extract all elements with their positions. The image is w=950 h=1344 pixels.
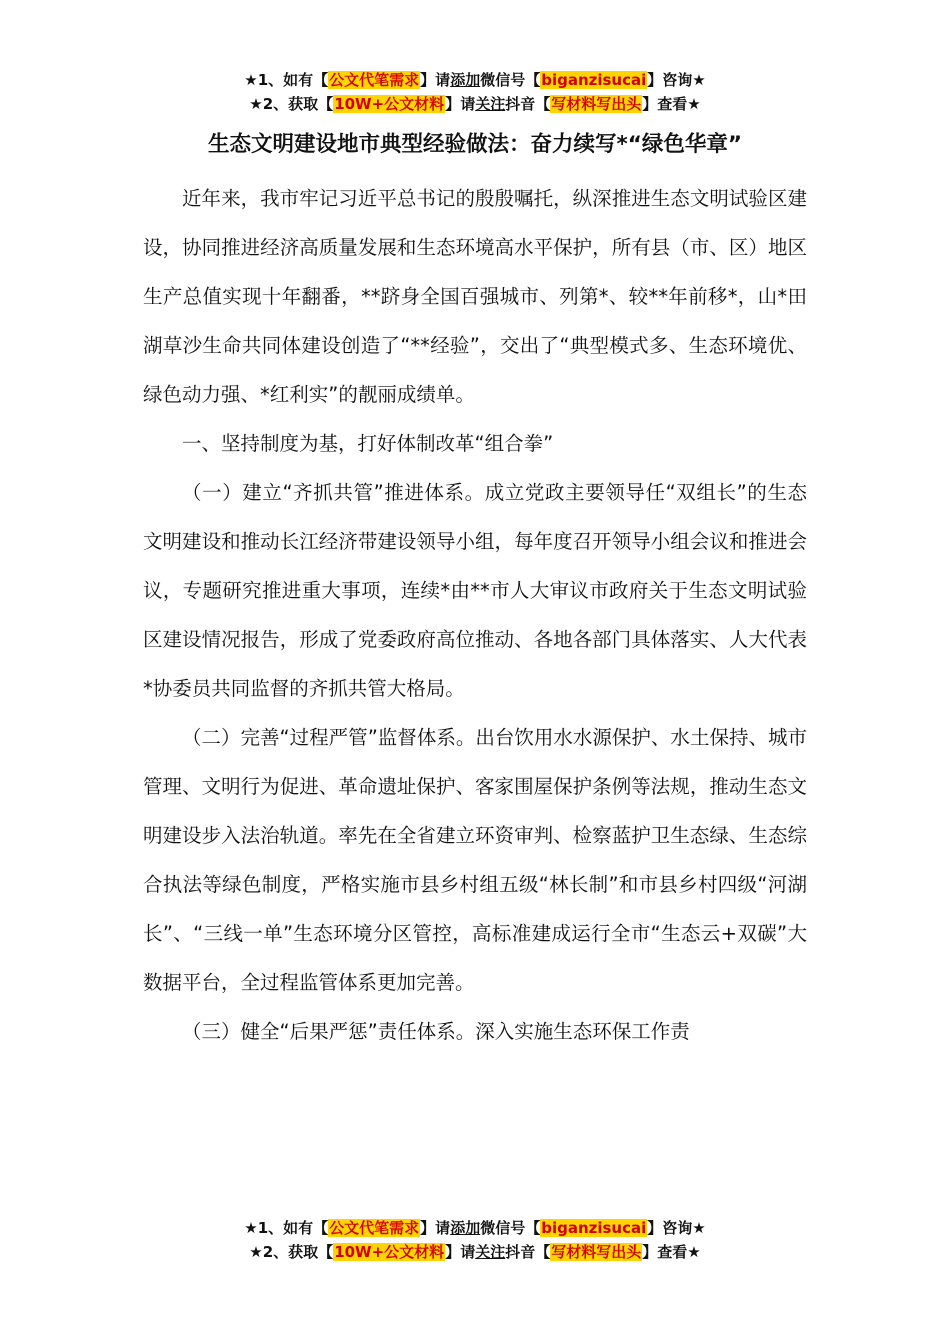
banner-line-2: ★2、获取【10W+公文材料】请关注抖音【写材料写出头】查看★ <box>249 1243 701 1261</box>
document-title: 生态文明建设地市典型经验做法：奋力续写*“绿色华章” <box>207 132 742 157</box>
bottom-banner <box>0 1216 950 1264</box>
banner-highlight: 公文代笔需求 <box>329 1219 420 1237</box>
banner-wechat-id: biganzisucai <box>541 1219 647 1237</box>
paragraph: （二）完善“过程严管”监督体系。出台饮用水水源保护、水土保持、城市管理、文明行为促进、革命遗址保护、客家围屋保护条例等法规，推动生态文明建设步入法治轨道。率先在全省建立环资审判、检察蓝护卫生态绿、生态综合执法等绿色制度，严格实施市县乡村组五级“林长制”和市县乡村四级“河湖长”、“三线一单”生态环境分区管控，高标准建成运行全市“生态云+双碳”大数据平台，全过程监管体系更加完善。 <box>143 726 807 994</box>
banner-line-1: ★1、如有【公文代笔需求】请添加微信号【biganzisucai】咨询★ <box>244 1219 706 1237</box>
banner-douyin-id: 写材料写出头 <box>551 95 642 113</box>
paragraph: （一）建立“齐抓共管”推进体系。成立党政主要领导任“双组长”的生态文明建设和推动长江经济带建设领导小组，每年度召开领导小组会议和推进会议，专题研究推进重大事项，连续*由**市人大审议市政府关于生态文明试验区建设情况报告，形成了党委政府高位推动、各地各部门具体落实、人大代表*协委员共同监督的齐抓共管大格局。 <box>143 481 807 700</box>
document-body <box>143 174 807 1056</box>
paragraph: 近年来，我市牢记习近平总书记的殷殷嘱托，纵深推进生态文明试验区建设，协同推进经济高质量发展和生态环境高水平保护，所有县（市、区）地区生产总值实现十年翻番，**跻身全国百强城市、列第*、较**年前移*，山*田湖草沙生命共同体建设创造了“**经验”，交出了“典型模式多、生态环境优、绿色动力强、*红利实”的靓丽成绩单。 <box>143 187 807 406</box>
banner-highlight: 10W+公文材料 <box>334 95 445 113</box>
section-heading: 一、坚持制度为基，打好体制改革“组合拳” <box>182 432 554 455</box>
top-banner <box>0 68 950 116</box>
banner-line-1: ★1、如有【公文代笔需求】请添加微信号【biganzisucai】咨询★ <box>244 71 706 89</box>
banner-highlight: 10W+公文材料 <box>334 1243 445 1261</box>
banner-douyin-id: 写材料写出头 <box>551 1243 642 1261</box>
paragraph: （三）健全“后果严惩”责任体系。深入实施生态环保工作责 <box>182 1020 690 1043</box>
banner-line-2: ★2、获取【10W+公文材料】请关注抖音【写材料写出头】查看★ <box>249 95 701 113</box>
banner-wechat-id: biganzisucai <box>541 71 647 89</box>
banner-highlight: 公文代笔需求 <box>329 71 420 89</box>
